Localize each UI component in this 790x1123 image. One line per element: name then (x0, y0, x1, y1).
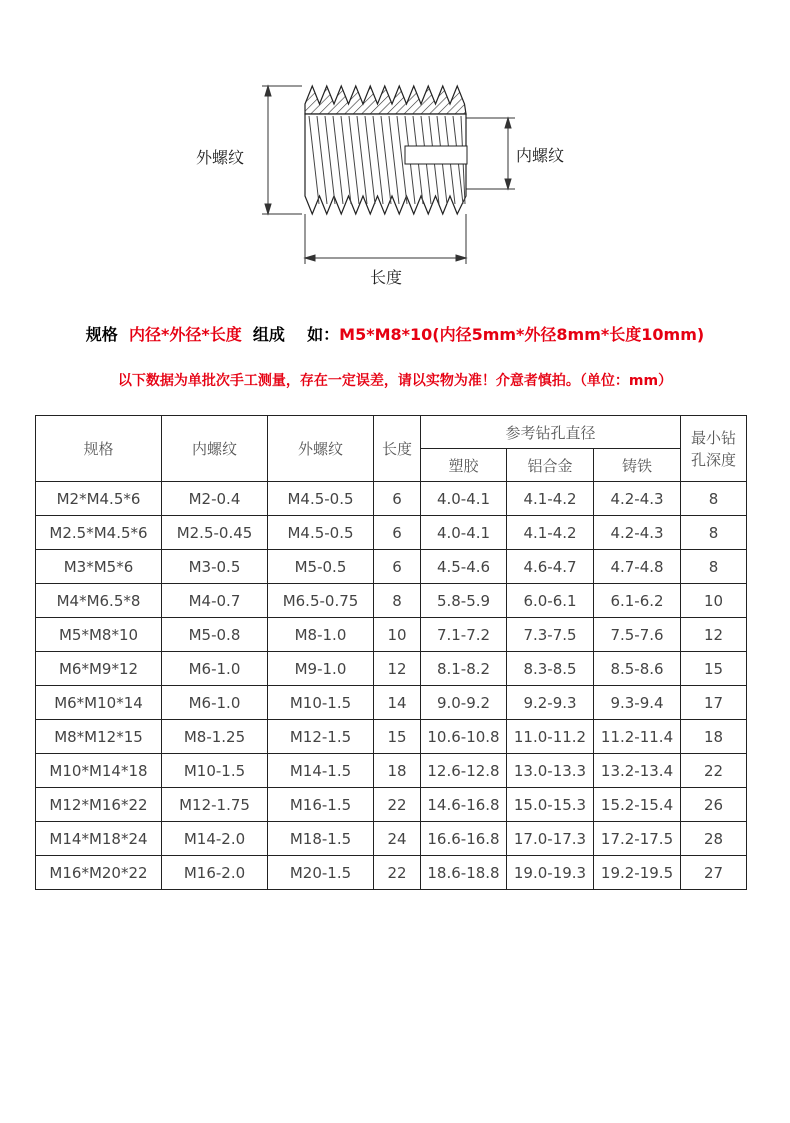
cell-outer: M8-1.0 (268, 618, 374, 652)
cell-outer: M4.5-0.5 (268, 482, 374, 516)
cell-spec: M4*M6.5*8 (36, 584, 162, 618)
cell-inner: M8-1.25 (162, 720, 268, 754)
cell-plastic: 8.1-8.2 (421, 652, 507, 686)
table-row (36, 652, 747, 686)
header-aluminum: 铝合金 (507, 449, 594, 482)
header-inner-thread: 内螺纹 (162, 416, 268, 482)
label-length: 长度 (370, 268, 403, 287)
label-inner-thread: 内螺纹 (516, 146, 565, 165)
inner-dimension-line (466, 118, 515, 189)
cell-spec: M12*M16*22 (36, 788, 162, 822)
cell-plastic: 7.1-7.2 (421, 618, 507, 652)
cell-outer: M12-1.5 (268, 720, 374, 754)
spec-prefix: 规格 (85, 325, 118, 344)
cell-min-depth: 12 (681, 618, 747, 652)
cell-length: 6 (374, 550, 421, 584)
cell-min-depth: 27 (681, 856, 747, 890)
header-min-depth (681, 416, 747, 482)
spec-composition-line (0, 322, 790, 345)
cell-plastic: 4.0-4.1 (421, 482, 507, 516)
cell-outer: M14-1.5 (268, 754, 374, 788)
cell-aluminum: 9.2-9.3 (507, 686, 594, 720)
cell-plastic: 18.6-18.8 (421, 856, 507, 890)
cell-aluminum: 13.0-13.3 (507, 754, 594, 788)
table-row (36, 754, 747, 788)
cell-iron: 15.2-15.4 (594, 788, 681, 822)
cell-plastic: 10.6-10.8 (421, 720, 507, 754)
cell-spec: M14*M18*24 (36, 822, 162, 856)
header-spec: 规格 (36, 416, 162, 482)
cell-aluminum: 17.0-17.3 (507, 822, 594, 856)
cell-spec: M10*M14*18 (36, 754, 162, 788)
cell-iron: 6.1-6.2 (594, 584, 681, 618)
cell-plastic: 14.6-16.8 (421, 788, 507, 822)
cell-inner: M4-0.7 (162, 584, 268, 618)
cell-inner: M14-2.0 (162, 822, 268, 856)
cell-length: 18 (374, 754, 421, 788)
cell-iron: 4.2-4.3 (594, 516, 681, 550)
header-plastic: 塑胶 (421, 449, 507, 482)
cell-aluminum: 8.3-8.5 (507, 652, 594, 686)
cell-min-depth: 18 (681, 720, 747, 754)
cell-iron: 19.2-19.5 (594, 856, 681, 890)
table-row (36, 516, 747, 550)
cell-spec: M5*M8*10 (36, 618, 162, 652)
cell-length: 14 (374, 686, 421, 720)
cell-plastic: 16.6-16.8 (421, 822, 507, 856)
length-dimension-line (305, 214, 466, 264)
cell-iron: 8.5-8.6 (594, 652, 681, 686)
spec-example-label: 如： (307, 325, 340, 344)
cell-min-depth: 28 (681, 822, 747, 856)
cell-min-depth: 26 (681, 788, 747, 822)
thread-insert-diagram (0, 0, 790, 300)
cell-inner: M6-1.0 (162, 652, 268, 686)
spec-table (35, 415, 747, 890)
cell-aluminum: 6.0-6.1 (507, 584, 594, 618)
cell-length: 22 (374, 856, 421, 890)
header-length: 长度 (374, 416, 421, 482)
cell-plastic: 5.8-5.9 (421, 584, 507, 618)
table-row (36, 720, 747, 754)
cell-aluminum: 19.0-19.3 (507, 856, 594, 890)
table-row (36, 618, 747, 652)
cell-outer: M9-1.0 (268, 652, 374, 686)
cell-aluminum: 4.1-4.2 (507, 516, 594, 550)
table-row (36, 788, 747, 822)
cell-outer: M5-0.5 (268, 550, 374, 584)
cell-iron: 17.2-17.5 (594, 822, 681, 856)
cell-aluminum: 11.0-11.2 (507, 720, 594, 754)
cell-length: 15 (374, 720, 421, 754)
cell-outer: M4.5-0.5 (268, 516, 374, 550)
cell-outer: M6.5-0.75 (268, 584, 374, 618)
table-row (36, 822, 747, 856)
cell-length: 10 (374, 618, 421, 652)
cell-plastic: 9.0-9.2 (421, 686, 507, 720)
header-outer-thread: 外螺纹 (268, 416, 374, 482)
cell-min-depth: 8 (681, 550, 747, 584)
header-cast-iron: 铸铁 (594, 449, 681, 482)
cell-spec: M6*M10*14 (36, 686, 162, 720)
cell-spec: M16*M20*22 (36, 856, 162, 890)
cell-min-depth: 8 (681, 516, 747, 550)
cell-outer: M20-1.5 (268, 856, 374, 890)
table-row (36, 856, 747, 890)
cell-inner: M3-0.5 (162, 550, 268, 584)
header-min-depth-line1: 最小钻 (691, 428, 737, 447)
cell-length: 12 (374, 652, 421, 686)
table-row (36, 550, 747, 584)
cell-iron: 7.5-7.6 (594, 618, 681, 652)
cell-length: 8 (374, 584, 421, 618)
cell-aluminum: 4.1-4.2 (507, 482, 594, 516)
cell-length: 24 (374, 822, 421, 856)
table-row (36, 482, 747, 516)
cell-iron: 9.3-9.4 (594, 686, 681, 720)
cell-length: 6 (374, 482, 421, 516)
insert-body (305, 86, 467, 214)
label-outer-thread: 外螺纹 (196, 148, 245, 167)
cell-min-depth: 17 (681, 686, 747, 720)
cell-min-depth: 10 (681, 584, 747, 618)
spec-example: M5*M8*10(内径5mm*外径8mm*长度10mm) (339, 325, 705, 344)
table-row (36, 686, 747, 720)
cell-outer: M18-1.5 (268, 822, 374, 856)
cell-iron: 11.2-11.4 (594, 720, 681, 754)
cell-length: 22 (374, 788, 421, 822)
header-drill-diameter: 参考钻孔直径 (421, 416, 681, 449)
cell-inner: M16-2.0 (162, 856, 268, 890)
cell-spec: M3*M5*6 (36, 550, 162, 584)
cell-min-depth: 15 (681, 652, 747, 686)
cell-iron: 13.2-13.4 (594, 754, 681, 788)
cell-plastic: 4.0-4.1 (421, 516, 507, 550)
cell-iron: 4.7-4.8 (594, 550, 681, 584)
cell-min-depth: 22 (681, 754, 747, 788)
cell-spec: M6*M9*12 (36, 652, 162, 686)
cell-aluminum: 7.3-7.5 (507, 618, 594, 652)
cell-min-depth: 8 (681, 482, 747, 516)
cell-spec: M8*M12*15 (36, 720, 162, 754)
cell-outer: M10-1.5 (268, 686, 374, 720)
spec-formula: 内径*外径*长度 (128, 325, 242, 344)
cell-aluminum: 15.0-15.3 (507, 788, 594, 822)
table-row (36, 584, 747, 618)
cell-inner: M2-0.4 (162, 482, 268, 516)
outer-dimension-line (262, 86, 302, 214)
cell-inner: M5-0.8 (162, 618, 268, 652)
cell-plastic: 12.6-12.8 (421, 754, 507, 788)
spec-table-body (36, 482, 747, 890)
cell-iron: 4.2-4.3 (594, 482, 681, 516)
cell-outer: M16-1.5 (268, 788, 374, 822)
cell-inner: M12-1.75 (162, 788, 268, 822)
header-min-depth-line2: 孔深度 (691, 450, 737, 469)
cell-inner: M6-1.0 (162, 686, 268, 720)
cell-length: 6 (374, 516, 421, 550)
cell-plastic: 4.5-4.6 (421, 550, 507, 584)
spec-mid: 组成 (252, 325, 285, 344)
cell-spec: M2.5*M4.5*6 (36, 516, 162, 550)
cell-spec: M2*M4.5*6 (36, 482, 162, 516)
cell-inner: M10-1.5 (162, 754, 268, 788)
cell-aluminum: 4.6-4.7 (507, 550, 594, 584)
measurement-notice: 以下数据为单批次手工测量，存在一定误差，请以实物为准！介意者慎拍。（单位：mm） (117, 373, 673, 389)
cell-inner: M2.5-0.45 (162, 516, 268, 550)
